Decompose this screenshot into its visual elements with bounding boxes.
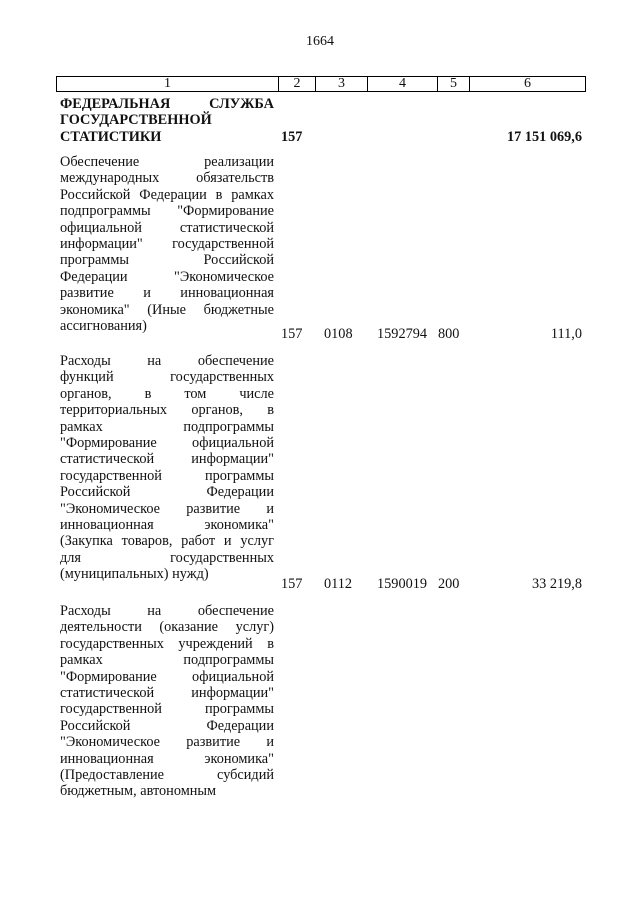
row-description — [60, 353, 274, 582]
text-line: рамках подпрограммы — [60, 652, 274, 669]
text-line: Обеспечение реализации — [60, 154, 274, 170]
text-line: (Предоставление субсидий — [60, 766, 274, 783]
text-line: ассигнования) — [60, 317, 147, 334]
text-line: Российской Федерации в рамках — [60, 186, 274, 203]
text-line: ФЕДЕРАЛЬНАЯ СЛУЖБА — [60, 96, 274, 112]
text-line: информации" государственной — [60, 235, 274, 252]
row-description — [60, 603, 274, 800]
column-header-6: 6 — [470, 77, 586, 92]
text-line: Российской Федерации — [60, 717, 274, 734]
text-line: Расходы на обеспечение — [60, 353, 274, 369]
text-line: официальной статистической — [60, 219, 274, 236]
text-line: бюджетным, автономным — [60, 783, 217, 800]
text-line: Российской Федерации — [60, 484, 274, 501]
amount: 111,0 — [550, 326, 582, 342]
agency-code: 157 — [281, 129, 303, 145]
amount: 33 219,8 — [531, 576, 582, 592]
column-header-3: 3 — [316, 77, 368, 92]
text-line: функций государственных — [60, 369, 274, 386]
text-line: государственной программы — [60, 467, 274, 484]
section-code: 0112 — [324, 576, 353, 592]
text-line: статистической информации" — [60, 451, 274, 468]
text-line: "Экономическое развитие и — [60, 734, 274, 751]
text-line: рамках подпрограммы — [60, 418, 274, 435]
text-line: "Экономическое развитие и — [60, 500, 274, 517]
text-line: "Формирование официальной — [60, 434, 274, 451]
column-header-4: 4 — [368, 77, 438, 92]
column-header-1: 1 — [57, 77, 279, 92]
text-line: подпрограммы "Формирование — [60, 203, 274, 220]
text-line: инновационная экономика" — [60, 516, 274, 533]
text-line: экономика" (Иные бюджетные — [60, 301, 274, 318]
column-header-5: 5 — [438, 77, 470, 92]
text-line: (Закупка товаров, работ и услуг — [60, 533, 274, 550]
expense-type-code: 200 — [438, 576, 460, 592]
text-line: Расходы на обеспечение — [60, 603, 274, 619]
text-line: программы Российской — [60, 252, 274, 269]
text-line: развитие и инновационная — [60, 285, 274, 302]
section-code: 0108 — [324, 326, 353, 342]
text-line: государственной программы — [60, 701, 274, 718]
text-line: ГОСУДАРСТВЕННОЙ — [60, 112, 212, 129]
expense-type-code: 800 — [438, 326, 460, 342]
text-line: Федерации "Экономическое — [60, 268, 274, 285]
ministry-code: 157 — [281, 576, 303, 592]
text-line: для государственных — [60, 549, 274, 566]
target-code: 1590019 — [377, 576, 428, 592]
text-line: органов, в том числе — [60, 385, 274, 402]
text-line: СТАТИСТИКИ — [60, 128, 162, 145]
agency-heading — [60, 96, 274, 145]
column-header-row — [56, 76, 586, 92]
text-line: инновационная экономика" — [60, 750, 274, 767]
text-line: деятельности (оказание услуг) — [60, 619, 274, 636]
text-line: международных обязательств — [60, 170, 274, 187]
text-line: (муниципальных) нужд) — [60, 566, 209, 583]
agency-total-amount: 17 151 069,6 — [506, 129, 582, 145]
text-line: государственных учреждений в — [60, 635, 274, 652]
text-line: статистической информации" — [60, 684, 274, 701]
text-line: территориальных органов, в — [60, 402, 274, 419]
ministry-code: 157 — [281, 326, 303, 342]
target-code: 1592794 — [377, 326, 428, 342]
page-number: 1664 — [306, 34, 334, 49]
text-line: "Формирование официальной — [60, 668, 274, 685]
row-description — [60, 154, 274, 334]
column-header-2: 2 — [279, 77, 316, 92]
